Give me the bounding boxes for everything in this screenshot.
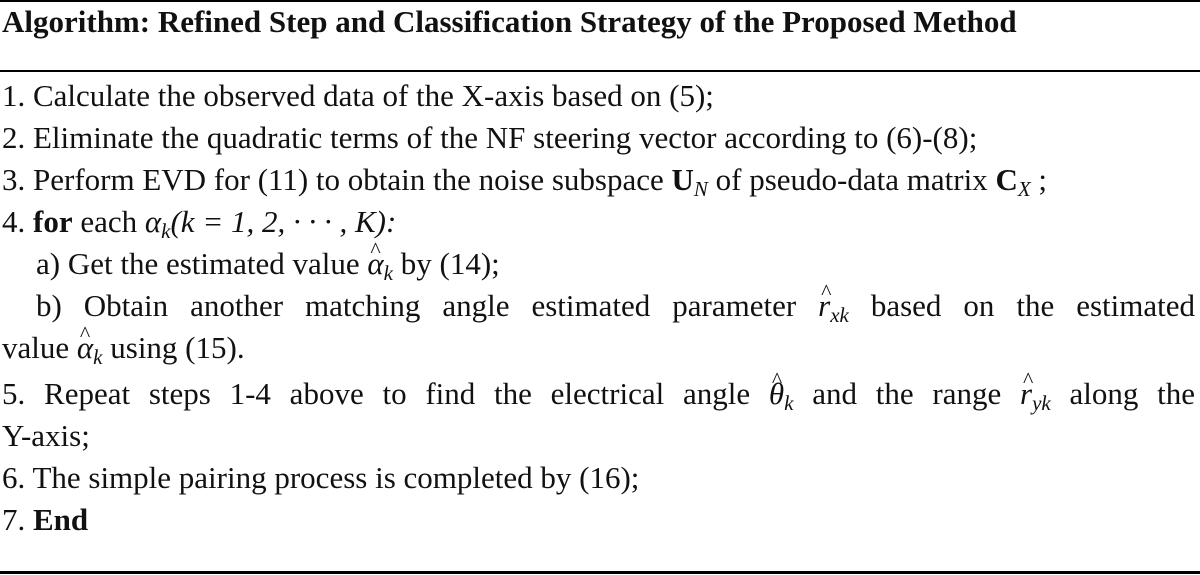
step-7: 7. End: [2, 502, 89, 537]
step-3-text-a: 3. Perform EVD for (11) to obtain the noise subspace: [2, 162, 672, 197]
step-4b: b) Obtain another matching angle estimated parameter ^ $r_{xk}$ based on the estimated: [36, 286, 1195, 326]
noise-subspace-symbol: U: [671, 162, 694, 197]
step-3-text-b: of pseudo-data matrix: [707, 162, 996, 197]
bottom-rule: [0, 571, 1200, 574]
for-keyword: for: [33, 204, 73, 239]
step-6: 6. The simple pairing process is completed by (16);: [2, 460, 640, 495]
step-4: 4. for each $\alpha_k(k = 1$, 2, · · · , K):: [2, 204, 397, 243]
step-4a: a) Get the estimated value ^ $\alpha_k$ by (14);: [36, 244, 500, 284]
pseudo-data-matrix-symbol: C: [995, 162, 1018, 197]
step-3: 3. Perform EVD for (11) to obtain the noise subspace $U_N$ of pseudo-data matrix $C_X$ ;: [2, 162, 1048, 201]
algorithm-title: Algorithm: Refined Step and Classification Strategy of the Proposed Method: [2, 4, 1017, 39]
step-4b-continued: value ^ $\alpha_k$ using (15).: [2, 328, 245, 368]
step-5: 5. Repeat steps 1-4 above to find the electrical angle ^ $\theta_k$ and the range ^ $r_{yk}$ along the: [2, 374, 1195, 414]
loop-range: (k = 1, 2, · · · , K):: [170, 204, 397, 239]
header-rule: [0, 70, 1200, 72]
step-1: 1. Calculate the observed data of the X-axis based on (5);: [2, 78, 714, 113]
step-2: 2. Eliminate the quadratic terms of the NF steering vector according to (6)-(8);: [2, 120, 978, 155]
step-5-continued: Y-axis;: [2, 418, 90, 453]
step-3-text-c: ;: [1030, 162, 1048, 197]
end-keyword: End: [33, 502, 89, 537]
